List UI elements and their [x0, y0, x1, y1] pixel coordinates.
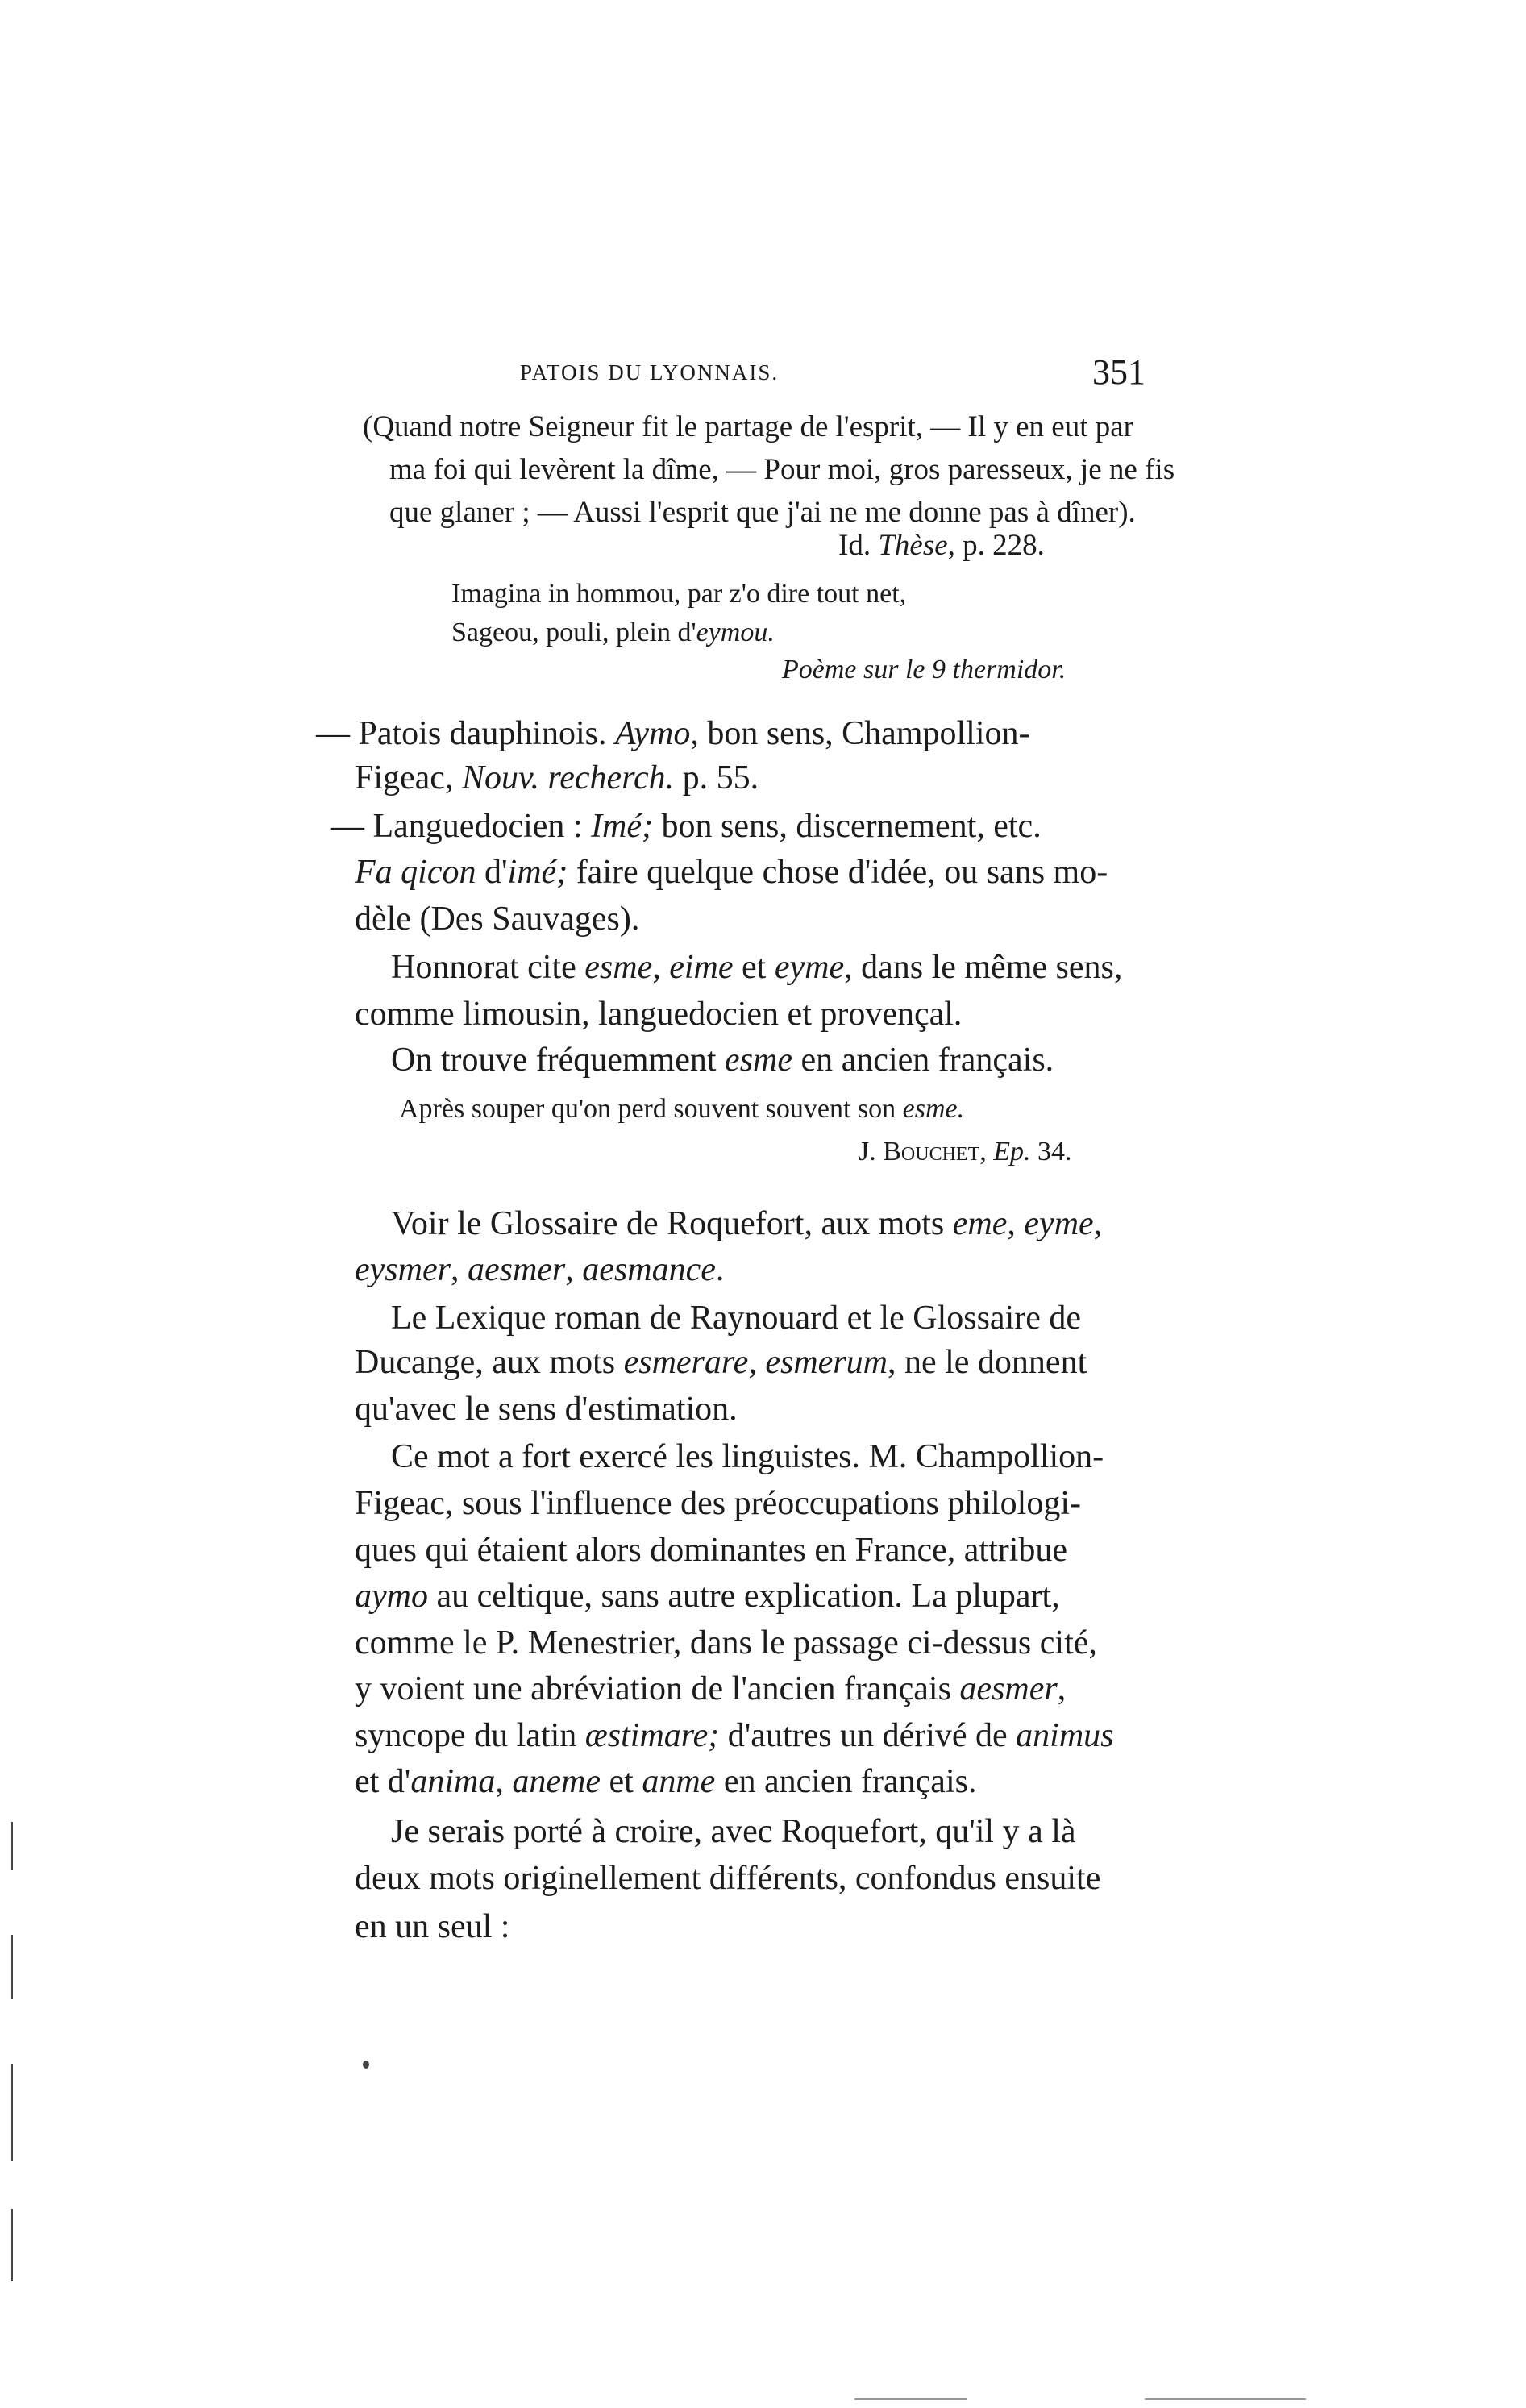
- scan-edge-mark: [854, 2398, 967, 2400]
- quote-citation: J. Bouchet, Ep. 34.: [859, 1137, 1072, 1167]
- text-line: — Patois dauphinois. Aymo, bon sens, Champollion-: [316, 715, 1030, 752]
- scan-edge-mark: [11, 1822, 13, 1870]
- text-line: deux mots originellement différents, confondus ensuite: [355, 1860, 1101, 1897]
- paragraph-on-trouve: On trouve fréquemment esme en ancien français.: [391, 1042, 1054, 1079]
- text-line: dèle (Des Sauvages).: [355, 900, 640, 938]
- verse-line: Sageou, pouli, plein d'eymou.: [451, 618, 775, 647]
- quote-citation: Id. Thèse, p. 228.: [838, 529, 1045, 562]
- text-line: syncope du latin æstimare; d'autres un dérivé de animus: [355, 1717, 1114, 1754]
- text-line: — Languedocien : Imé; bon sens, discernement, etc.: [331, 808, 1042, 845]
- text-line: eysmer, aesmer, aesmance.: [355, 1251, 725, 1288]
- text-line: Ducange, aux mots esmerare, esmerum, ne le donnent: [355, 1344, 1087, 1381]
- quote-line: (Quand notre Seigneur fit le partage de l'esprit, — Il y en eut par: [363, 410, 1134, 443]
- text-line: Ce mot a fort exercé les linguistes. M. Champollion-: [391, 1438, 1104, 1475]
- ink-dot: [363, 2061, 369, 2069]
- text-line: Fa qicon d'imé; faire quelque chose d'idée, ou sans mo-: [355, 854, 1108, 891]
- text-line: Le Lexique roman de Raynouard et le Glossaire de: [391, 1300, 1082, 1337]
- quote-line: ma foi qui levèrent la dîme, — Pour moi, gros paresseux, je ne fis: [389, 453, 1175, 486]
- verse-line: Imagina in hommou, par z'o dire tout net,: [451, 579, 907, 609]
- text-line: Honnorat cite esme, eime et eyme, dans le même sens,: [391, 949, 1123, 986]
- page-number: 351: [1092, 352, 1146, 392]
- text-line: Figeac, sous l'influence des préoccupations philologi-: [355, 1485, 1082, 1522]
- text-line: ques qui étaient alors dominantes en France, attribue: [355, 1532, 1068, 1569]
- text-line: Voir le Glossaire de Roquefort, aux mots eme, eyme,: [391, 1205, 1103, 1242]
- scan-edge-mark: [11, 2064, 13, 2161]
- verse-source: Poème sur le 9 thermidor.: [782, 655, 1067, 684]
- text-line: qu'avec le sens d'estimation.: [355, 1391, 738, 1428]
- quote-line: Après souper qu'on perd souvent souvent son esme.: [399, 1094, 965, 1124]
- scan-edge-mark: [11, 2209, 13, 2281]
- text-line: et d'anima, aneme et anme en ancien français.: [355, 1763, 977, 1800]
- text-line: aymo au celtique, sans autre explication. La plupart,: [355, 1578, 1060, 1615]
- quote-line: que glaner ; — Aussi l'esprit que j'ai ne me donne pas à dîner).: [389, 496, 1136, 529]
- text-line: comme limousin, languedocien et provençal.: [355, 996, 963, 1033]
- text-line: Je serais porté à croire, avec Roquefort, qu'il y a là: [391, 1813, 1076, 1850]
- text-line: y voient une abréviation de l'ancien français aesmer,: [355, 1670, 1067, 1707]
- text-line: en un seul :: [355, 1908, 510, 1945]
- scan-edge-mark: [1145, 2398, 1306, 2400]
- scan-edge-mark: [11, 1935, 13, 1999]
- text-line: Figeac, Nouv. recherch. p. 55.: [355, 759, 759, 796]
- running-title: PATOIS DU LYONNAIS.: [520, 360, 780, 385]
- text-line: comme le P. Menestrier, dans le passage ci-dessus cité,: [355, 1624, 1097, 1661]
